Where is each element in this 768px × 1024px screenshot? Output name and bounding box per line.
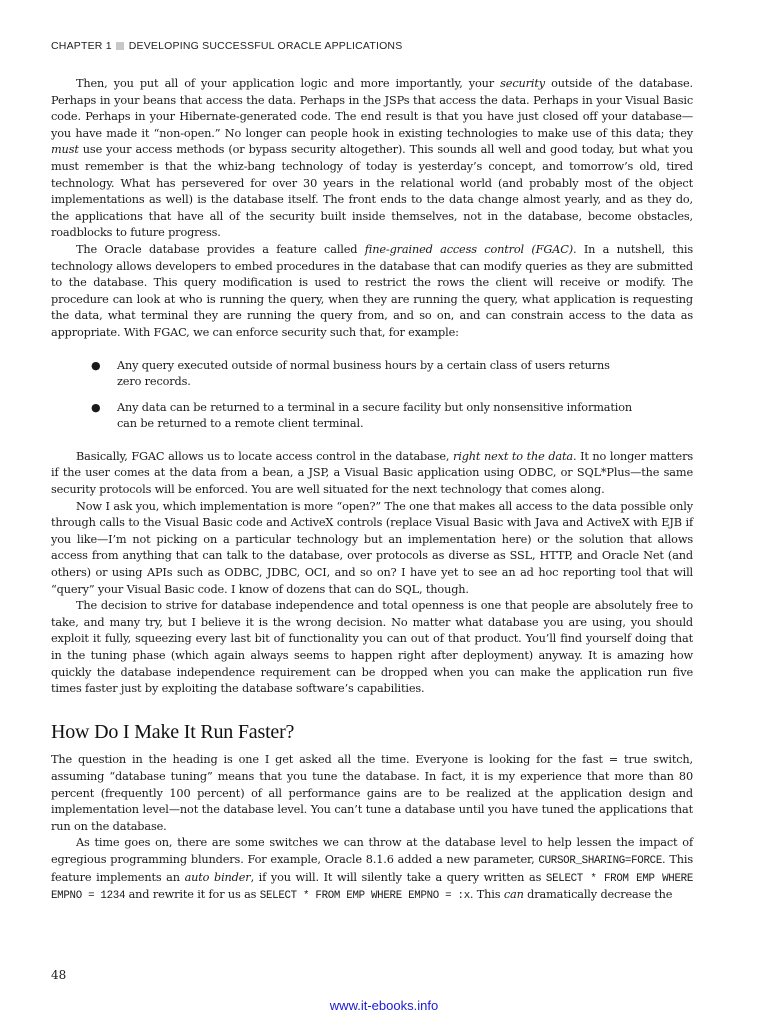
bullet-icon: ● bbox=[91, 400, 101, 414]
emphasis: auto binder bbox=[184, 870, 251, 884]
footer-website-link[interactable]: www.it-ebooks.info bbox=[329, 998, 439, 1013]
section-heading: How Do I Make It Run Faster? bbox=[51, 720, 295, 743]
paragraph-5: The decision to strive for database independence and total openness is one that people are absolutely free to take, and many try, but I believe it is the wrong decision. No matter what database you are using, you should exploit it fully, squeezing every last bit of functionality you can out of that product. You’ll find yourself doing that in the tuning phase (which again always seems to happen right after deployment) anyway. It is amazing how quickly the database independence requirement can be dropped when you can make the application run five times faster just by exploiting the database software’s capabilities. bbox=[51, 599, 693, 696]
text-run: As time goes on, there are some switches we can throw at the database level to help lessen the impact of egregious programming blunders. For example, Oracle 8.1.6 added a new parameter, bbox=[51, 836, 693, 866]
emphasis: fine-grained access control (FGAC) bbox=[364, 242, 573, 256]
text-run: , if you will. It will silently take a query written as bbox=[250, 870, 546, 884]
text-run: and rewrite it for us as bbox=[125, 888, 260, 902]
inline-code: SELECT * FROM EMP WHERE EMPNO = :x bbox=[259, 890, 470, 903]
text-run: outside of the database. Perhaps in your beans that access the data. Perhaps in the JSPs that access the data. Perhaps in your Visual Basic code. Perhaps in your Hibernate-generated code. The end result is that you have just closed off your database—you have made it “non-open.” No longer can people hook in existing technologies to make use of this data; they bbox=[51, 77, 693, 140]
paragraph-2 bbox=[51, 242, 693, 342]
emphasis: right next to the data bbox=[453, 449, 573, 463]
paragraph-3 bbox=[51, 449, 693, 499]
text-run: dramatically decrease the bbox=[523, 888, 673, 902]
paragraph-7 bbox=[51, 835, 693, 904]
emphasis: must bbox=[51, 143, 79, 157]
text-run: The Oracle database provides a feature called bbox=[76, 242, 365, 256]
text-run: Then, you put all of your application logic and more importantly, your bbox=[76, 77, 501, 90]
bullet-list bbox=[51, 358, 693, 433]
running-header bbox=[51, 38, 402, 54]
header-separator-square bbox=[116, 42, 124, 50]
paragraph-1 bbox=[51, 76, 693, 242]
list-item-text: Any query executed outside of normal business hours by a certain class of users returns zero records. bbox=[117, 358, 610, 389]
list-item-text: Any data can be returned to a terminal in a secure facility but only nonsensitive information can be returned to a remote client terminal. bbox=[117, 400, 632, 431]
paragraph-6: The question in the heading is one I get asked all the time. Everyone is looking for the fast = true switch, assuming “database tuning” means that you tune the database. In fact, it is my experience that more than 80 percent (frequently 100 percent) of all performance gains are to be realized at the application design and implementation level—not the database level. You can’t tune a database until you have tuned the applications that run on the database. bbox=[51, 753, 693, 833]
chapter-title: DEVELOPING SUCCESSFUL ORACLE APPLICATIONS bbox=[128, 40, 403, 52]
text-run: . In a nutshell, this technology allows developers to embed procedures in the database that can modify queries as they are submitted to the database. This query modification is used to restrict the rows the client will receive or modify. The procedure can look at who is running the query, when they are running the query, what application is requesting the data, what terminal they are running the query from, and so on, and can constrain access to the data as appropriate. With FGAC, we can enforce security such that, for example: bbox=[51, 242, 693, 339]
chapter-label: CHAPTER 1 bbox=[51, 40, 112, 52]
text-run: Basically, FGAC allows us to locate access control in the database, bbox=[76, 449, 454, 463]
inline-code: SELECT * FROM EMP WHERE EMPNO = 1234 bbox=[51, 872, 693, 903]
text-run: . This bbox=[469, 888, 504, 902]
bullet-icon: ● bbox=[91, 358, 101, 372]
text-run: . This feature implements an bbox=[51, 852, 693, 884]
list-item bbox=[51, 400, 637, 433]
inline-code: CURSOR_SHARING=FORCE bbox=[538, 854, 663, 867]
page-number: 48 bbox=[51, 968, 67, 982]
emphasis: security bbox=[500, 77, 545, 90]
text-run: use your access methods (or bypass security altogether). This sounds all well and good today, but what you must remember is that the whiz-bang technology of today is yesterday’s concept, and tomorrow’s old, tired technology. What has persevered for over 30 years in the relational world (and probably most of the object implementations as well) is the database itself. The front ends to the data change almost yearly, and as they do, the applications that have all of the security built inside themselves, not in the database, become obstacles, roadblocks to future progress. bbox=[51, 143, 693, 240]
body-text bbox=[51, 76, 693, 905]
text-run: . It no longer matters if the user comes at the data from a bean, a JSP, a Visual Basic application using ODBC, or SQL*Plus—the same security protocols will be enforced. You are well situated for the next technology that comes along. bbox=[51, 449, 693, 497]
emphasis: can bbox=[503, 888, 524, 902]
paragraph-4: Now I ask you, which implementation is more “open?” The one that makes all access to the data possible only through calls to the Visual Basic code and ActiveX controls (replace Visual Basic with Java and ActiveX with EJB if you like—I’m not picking on a particular technology but an implementation here) or the solution that allows access from anything that can talk to the database, over protocols as diverse as SSL, HTTP, and Oracle Net (and others) or using APIs such as ODBC, JDBC, OCI, and so on? I have yet to see an ad hoc reporting tool that will “query” your Visual Basic code. I know of dozens that can do SQL, though. bbox=[51, 499, 693, 596]
list-item bbox=[51, 358, 637, 391]
